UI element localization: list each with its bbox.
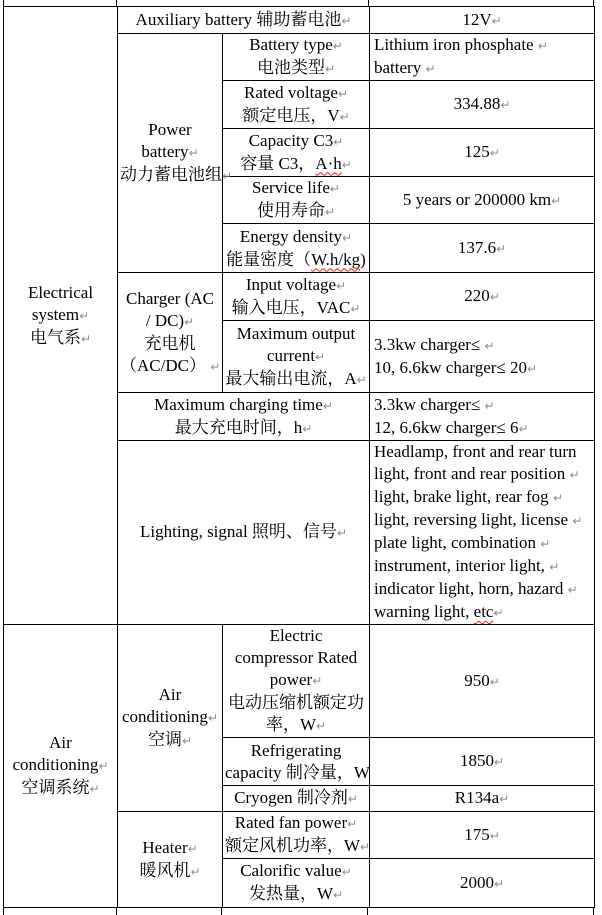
text-line: capacity 制冷量，W [225, 762, 370, 782]
paragraph-mark-icon: ↵ [324, 205, 336, 219]
text-line: 334.88↵ [453, 94, 511, 113]
text-line: 发热量，W↵ [248, 884, 344, 903]
text-line: 950↵ [464, 670, 500, 690]
cell-max-charging-time-value [370, 393, 595, 441]
text-line: 电池类型↵ [256, 58, 336, 77]
text-line: 额定电压，V↵ [242, 105, 350, 125]
paragraph-mark-icon: ↵ [190, 864, 201, 879]
partial-cell [4, 908, 117, 915]
paragraph-mark-icon: ↵ [347, 817, 358, 831]
text-line: light, front and rear position ↵ [374, 464, 580, 483]
text-line: 空调↵ [147, 730, 193, 749]
paragraph-mark-icon: ↵ [98, 759, 109, 773]
text-line: Electric [269, 626, 323, 645]
cell-calorific-value-value [370, 859, 595, 908]
text-line: （AC/DC） ↵ [120, 355, 221, 375]
cell-battery-type-label [223, 34, 370, 81]
paragraph-mark-icon: ↵ [188, 146, 199, 160]
text-line: 175↵ [464, 824, 500, 844]
text-line: Input voltage↵ [245, 274, 347, 294]
cell-input-voltage-label [223, 273, 370, 321]
text-line: Service life↵ [252, 178, 340, 197]
text-line: indicator light, horn, hazard ↵ [374, 579, 578, 598]
paragraph-mark-icon: ↵ [347, 792, 358, 806]
paragraph-mark-icon: ↵ [489, 146, 500, 160]
text-line: 使用寿命↵ [256, 201, 336, 220]
paragraph-mark-icon: ↵ [540, 537, 551, 551]
text-line: compressor Rated [234, 648, 358, 667]
paragraph-mark-icon: ↵ [332, 39, 343, 53]
paragraph-mark-icon: ↵ [341, 13, 352, 28]
partial-row-top [3, 0, 594, 6]
cell-auxiliary-battery-value [370, 7, 595, 34]
text-line: / DC)↵ [145, 310, 195, 330]
paragraph-mark-icon: ↵ [552, 491, 563, 505]
paragraph-mark-icon: ↵ [341, 865, 352, 879]
cell-fan-power-value [370, 812, 595, 859]
cell-air-conditioning-system-header [4, 625, 118, 908]
cell-compressor-power-label [223, 625, 370, 738]
text-line: Charger (AC [126, 288, 214, 308]
paragraph-mark-icon: ↵ [518, 421, 529, 436]
paragraph-mark-icon: ↵ [341, 157, 352, 172]
text-line: 12V↵ [462, 9, 502, 29]
paragraph-mark-icon: ↵ [493, 755, 505, 769]
text-line: conditioning↵ [12, 755, 109, 774]
paragraph-mark-icon: ↵ [337, 86, 349, 101]
cell-energy-density-value [370, 224, 595, 273]
text-line: Auxiliary battery 辅助蓄电池↵ [135, 9, 352, 29]
cell-max-output-current-value [370, 321, 595, 393]
paragraph-mark-icon: ↵ [80, 331, 92, 346]
paragraph-mark-icon: ↵ [350, 301, 361, 316]
table-row [4, 7, 595, 34]
cell-compressor-power-value [370, 625, 595, 738]
text-line: light, brake light, rear fog ↵ [374, 487, 563, 506]
cell-max-output-current-label [223, 321, 370, 393]
text-line: battery ↵ [374, 58, 436, 77]
spellcheck-underlined-text: A·h [315, 153, 342, 173]
cell-heater-group [118, 812, 223, 908]
paragraph-mark-icon: ↵ [222, 169, 233, 183]
paragraph-mark-icon: ↵ [551, 193, 562, 208]
paragraph-mark-icon: ↵ [527, 361, 538, 376]
paragraph-mark-icon: ↵ [79, 308, 90, 323]
text-line: Headlamp, front and rear turn [374, 442, 577, 461]
spellcheck-underlined-text: W.h/kg [311, 249, 361, 269]
text-line: 电动压缩机额定功 [228, 693, 364, 712]
cell-refrigerating-capacity-value [370, 738, 595, 786]
text-line: Air [158, 685, 182, 704]
paragraph-mark-icon: ↵ [339, 109, 350, 124]
cell-rated-voltage-value [370, 81, 595, 129]
text-line: plate light, combination ↵ [374, 533, 551, 552]
paragraph-mark-icon: ↵ [302, 421, 313, 436]
partial-cell [117, 908, 222, 915]
text-line: Maximum charging time↵ [154, 394, 333, 414]
paragraph-mark-icon: ↵ [489, 674, 500, 689]
cell-calorific-value-label [223, 859, 370, 908]
text-line: 率，W↵ [265, 715, 327, 734]
cell-air-conditioning-group [118, 625, 223, 812]
text-line: 电气系↵ [29, 327, 92, 347]
paragraph-mark-icon: ↵ [537, 39, 548, 53]
cell-refrigerating-capacity-label [223, 738, 370, 786]
text-line: R134a↵ [454, 788, 510, 807]
text-line: 能量密度（W.h/kg) [226, 249, 366, 269]
paragraph-mark-icon: ↵ [210, 359, 221, 374]
text-line: Cryogen 制冷剂↵ [234, 788, 358, 807]
paragraph-mark-icon: ↵ [336, 278, 347, 293]
paragraph-mark-icon: ↵ [315, 349, 326, 364]
text-line: Maximum output [236, 323, 356, 343]
text-line: 充电机 [144, 333, 196, 353]
cell-service-life-label [223, 177, 370, 224]
paragraph-mark-icon: ↵ [89, 782, 100, 796]
text-line: Power [148, 120, 192, 139]
specification-table [3, 6, 595, 908]
text-line: 125↵ [464, 142, 500, 161]
text-line: 额定风机功率，W↵ [225, 836, 371, 855]
cell-fan-power-label [223, 812, 370, 859]
text-line: 输入电压，VAC↵ [231, 297, 361, 317]
paragraph-mark-icon: ↵ [316, 719, 327, 733]
paragraph-mark-icon: ↵ [342, 230, 353, 245]
paragraph-mark-icon: ↵ [489, 828, 500, 843]
cell-rated-voltage-label [223, 81, 370, 129]
paragraph-mark-icon: ↵ [572, 514, 583, 528]
cell-capacity-label [223, 129, 370, 177]
text-line: Electrical [27, 282, 94, 302]
cell-charger-group [118, 273, 223, 393]
cell-power-battery-group [118, 34, 233, 273]
text-line: 3.3kw charger≤ ↵ [374, 334, 495, 354]
text-line: instrument, interior light, ↵ [374, 556, 560, 575]
cell-cryogen-value [370, 786, 595, 812]
paragraph-mark-icon: ↵ [184, 314, 195, 329]
paragraph-mark-icon: ↵ [336, 526, 347, 540]
text-line: Lithium iron phosphate ↵ [374, 35, 548, 54]
cell-capacity-value [370, 129, 595, 177]
text-line: system↵ [31, 304, 90, 324]
paragraph-mark-icon: ↵ [207, 711, 218, 725]
text-line: Rated voltage↵ [244, 82, 349, 102]
paragraph-mark-icon: ↵ [187, 841, 198, 856]
paragraph-mark-icon: ↵ [496, 241, 507, 256]
paragraph-mark-icon: ↵ [329, 182, 340, 196]
text-line: 动力蓄电池组↵ [120, 165, 233, 184]
cell-electrical-system-header [4, 7, 118, 625]
text-line: Refrigerating [250, 740, 342, 760]
text-line: Rated fan power↵ [234, 813, 358, 832]
text-line: 5 years or 200000 km↵ [402, 189, 562, 209]
paragraph-mark-icon: ↵ [484, 398, 495, 413]
partial-cell [222, 908, 368, 915]
text-line: 暖风机↵ [139, 860, 201, 880]
partial-cell [368, 908, 593, 915]
text-line: power↵ [269, 670, 323, 689]
paragraph-mark-icon: ↵ [333, 134, 344, 149]
paragraph-mark-icon: ↵ [569, 468, 580, 482]
text-line: 12, 6.6kw charger≤ 6↵ [374, 417, 529, 437]
paragraph-mark-icon: ↵ [493, 606, 504, 620]
text-line: Calorific value↵ [240, 861, 352, 880]
paragraph-mark-icon: ↵ [356, 372, 367, 387]
paragraph-mark-icon: ↵ [333, 888, 344, 902]
table-row [4, 625, 595, 738]
paragraph-mark-icon: ↵ [489, 290, 500, 304]
paragraph-mark-icon: ↵ [425, 62, 436, 76]
text-line: current↵ [266, 345, 326, 365]
cell-max-charging-time-label [118, 393, 370, 441]
paragraph-mark-icon: ↵ [500, 98, 511, 112]
paragraph-mark-icon: ↵ [567, 583, 578, 597]
spellcheck-underlined-text: etc [473, 602, 494, 621]
paragraph-mark-icon: ↵ [499, 792, 510, 806]
paragraph-mark-icon: ↵ [322, 398, 333, 413]
cell-lighting-value [370, 441, 595, 625]
cell-auxiliary-battery-label [118, 7, 370, 34]
partial-cell [369, 0, 593, 6]
partial-cell [4, 0, 117, 6]
paragraph-mark-icon: ↵ [491, 13, 502, 28]
paragraph-mark-icon: ↵ [484, 338, 495, 353]
cell-cryogen-label [223, 786, 370, 812]
paragraph-mark-icon: ↵ [312, 674, 323, 688]
paragraph-mark-icon: ↵ [181, 734, 193, 748]
text-line: 3.3kw charger≤ ↵ [374, 394, 495, 414]
cell-input-voltage-value [370, 273, 595, 321]
text-line: battery↵ [141, 142, 199, 161]
partial-row-bottom [3, 908, 594, 915]
text-line: 137.6↵ [457, 237, 507, 257]
text-line: Capacity C3↵ [248, 130, 344, 150]
text-line: light, reversing light, license ↵ [374, 510, 583, 529]
paragraph-mark-icon: ↵ [360, 840, 371, 854]
text-line: Air [49, 733, 72, 752]
cell-energy-density-label [223, 224, 370, 273]
cell-battery-type-value [370, 34, 595, 81]
text-line: 空调系统↵ [21, 778, 100, 797]
text-line: 容量 C3，A·h↵ [240, 153, 352, 173]
text-line: Energy density↵ [239, 226, 353, 246]
text-line: Battery type↵ [249, 35, 343, 54]
text-line: 1850↵ [459, 751, 505, 770]
text-line: conditioning↵ [121, 707, 218, 726]
text-line: Heater↵ [142, 837, 198, 857]
text-line: 最大充电时间，h↵ [174, 417, 313, 437]
text-line: 220↵ [464, 286, 500, 305]
partial-cell [117, 0, 369, 6]
cell-lighting-label [118, 441, 370, 625]
text-line: warning light, etc↵ [374, 602, 504, 621]
paragraph-mark-icon: ↵ [493, 876, 505, 891]
text-line: Lighting, signal 照明、信号↵ [140, 522, 347, 541]
paragraph-mark-icon: ↵ [549, 560, 560, 574]
paragraph-mark-icon: ↵ [324, 62, 336, 76]
text-line: 最大输出电流，A↵ [225, 368, 367, 388]
text-line: 2000↵ [459, 872, 505, 892]
cell-service-life-value [370, 177, 595, 224]
text-line: 10, 6.6kw charger≤ 20↵ [374, 357, 538, 377]
